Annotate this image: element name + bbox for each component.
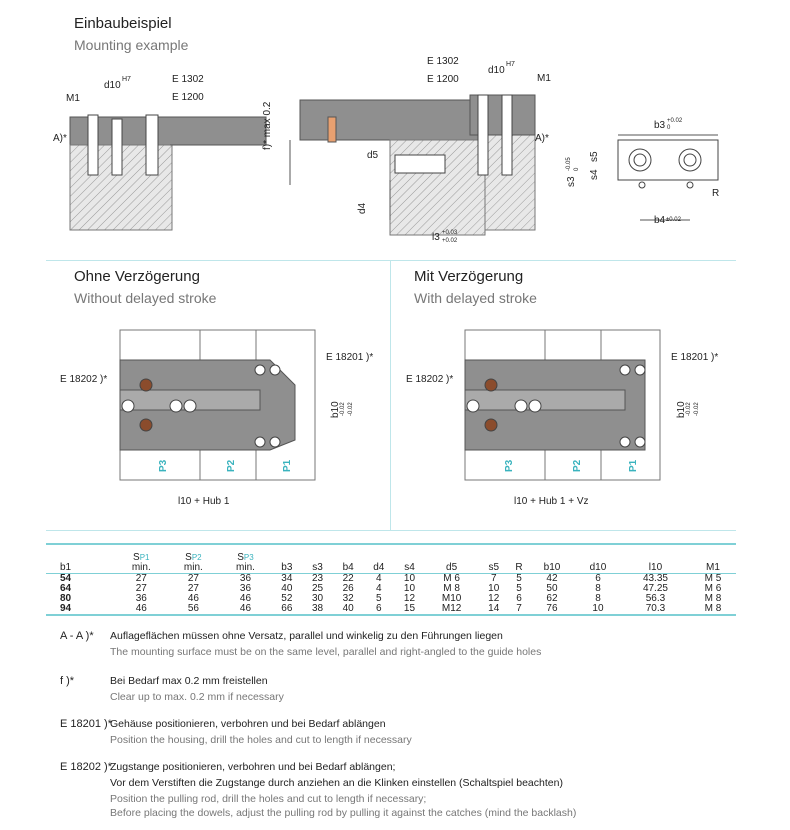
table-cell: 7 xyxy=(490,573,497,584)
with-label-e18201: E 18201 )* xyxy=(671,352,719,363)
note-en: Clear up to max. 0.2 mm if necessary xyxy=(110,691,284,703)
table-cell: 34 xyxy=(281,573,293,584)
table-cell: 43.35 xyxy=(642,573,668,584)
th-s5: s5 xyxy=(478,544,509,574)
table-cell: 25 xyxy=(311,583,324,594)
table-cell: 36 xyxy=(239,583,252,594)
table-cell: M 8 xyxy=(443,583,460,594)
table-cell: 10 xyxy=(403,573,416,584)
label-r: R xyxy=(712,188,720,199)
label-b3-tol-top: +0.02 xyxy=(667,118,683,124)
table-cell: 62 xyxy=(546,593,558,604)
th-b1: b1 xyxy=(46,544,115,574)
table-cell: 56 xyxy=(167,604,219,615)
table-cell: 38 xyxy=(302,604,333,615)
with-label-p2: P2 xyxy=(572,459,583,472)
th-d10: d10 xyxy=(575,544,621,574)
table-cell: M 8 xyxy=(690,604,736,615)
table-cell: 15 xyxy=(394,604,425,615)
table-cell: 46 xyxy=(219,604,271,615)
table-cell: 4 xyxy=(376,583,382,594)
table-cell: 40 xyxy=(281,583,293,594)
table-cell: 4 xyxy=(376,573,382,584)
table-cell: 26 xyxy=(342,583,354,594)
table-cell: M 6 xyxy=(443,573,460,584)
table-cell: 46 xyxy=(187,593,199,604)
table-cell: M 8 xyxy=(704,593,722,604)
note-en: Position the pulling rod, drill the holes and cut to length if necessary; xyxy=(110,793,427,805)
label-b4: b4 xyxy=(654,215,666,226)
table-cell: 10 xyxy=(403,583,416,594)
table-row xyxy=(46,604,736,615)
table-cell: 27 xyxy=(187,573,199,584)
label-a-left: A)* xyxy=(53,133,67,144)
table-cell: 94 xyxy=(46,604,115,615)
table-cell: 40 xyxy=(333,604,364,615)
table-cell: 36 xyxy=(135,593,147,604)
without-label-b10-tol-bot: -0.02 xyxy=(348,402,354,416)
note-en: Position the housing, drill the holes and cut to length if necessary xyxy=(110,734,412,746)
table-cell: 6 xyxy=(516,593,522,604)
with-label-b10: b10 xyxy=(676,401,687,418)
with-label-b10-tol-bot: -0.02 xyxy=(694,402,700,416)
label-l3-tol-bot: +0.02 xyxy=(442,238,458,244)
table-cell: 42 xyxy=(546,573,558,584)
label-e1200-right: E 1200 xyxy=(427,74,459,85)
table-cell: 30 xyxy=(311,593,324,604)
note-tag: A - A )* xyxy=(60,630,94,642)
label-e1200-left: E 1200 xyxy=(172,92,204,103)
spec-table xyxy=(46,543,736,616)
label-b4-tol: ±0.02 xyxy=(666,217,681,223)
without-label-p2: P2 xyxy=(226,459,237,472)
with-label-dim: l10 + Hub 1 + Vz xyxy=(514,496,589,507)
label-s3-tol-bot: 0 xyxy=(574,167,580,171)
label-m1-left: M1 xyxy=(66,93,80,104)
th-b4: b4 xyxy=(333,544,364,574)
th-sp3: SP3 min. xyxy=(219,544,271,574)
th-sp1: SP1 min. xyxy=(115,544,167,574)
table-row xyxy=(46,594,736,604)
table-cell: M 6 xyxy=(704,583,722,594)
th-s4: s4 xyxy=(394,544,425,574)
divider-vertical xyxy=(390,260,391,530)
label-s5: s5 xyxy=(589,151,600,162)
label-l3-tol-top: +0.03 xyxy=(442,230,458,236)
table-cell: 32 xyxy=(342,593,354,604)
note-en2: Before placing the dowels, adjust the pulling rod by pulling it against the catches (mind the backlash) xyxy=(110,807,577,819)
label-a-right: A)* xyxy=(535,133,549,144)
table-cell: M10 xyxy=(441,593,462,604)
label-fmax: f)* max 0.2 xyxy=(262,101,273,150)
table-cell: M 5 xyxy=(704,573,722,584)
label-b3: b3 xyxy=(654,120,666,131)
table-cell: 6 xyxy=(363,604,394,615)
table-cell: 70.3 xyxy=(621,604,690,615)
table-cell: 76 xyxy=(529,604,575,615)
note-de2: Vor dem Verstiften die Zugstange durch anziehen an die Klinken einstellen (Schaltspiel beachten) xyxy=(110,777,563,789)
label-e1302-right: E 1302 xyxy=(427,56,459,67)
without-label-e18202: E 18202 )* xyxy=(60,374,108,385)
th-d5: d5 xyxy=(425,544,479,574)
label-d10-left: d10 xyxy=(104,80,121,91)
without-label-b10: b10 xyxy=(330,401,341,418)
table-cell: 36 xyxy=(239,573,252,584)
label-d5: d5 xyxy=(367,150,379,161)
table-cell: 54 xyxy=(60,573,72,584)
without-label-e18201: E 18201 )* xyxy=(326,352,374,363)
divider-bottom xyxy=(46,530,736,531)
table-cell: M12 xyxy=(425,604,479,615)
table-cell: 7 xyxy=(509,604,529,615)
th-b3: b3 xyxy=(272,544,303,574)
table-cell: 50 xyxy=(546,583,558,594)
label-d4: d4 xyxy=(357,202,368,214)
table-cell: 12 xyxy=(403,593,416,604)
table-cell: 5 xyxy=(516,573,522,584)
with-title-en: With delayed stroke xyxy=(414,290,537,306)
note-tag: E 18202 )* xyxy=(60,761,112,773)
divider-top xyxy=(46,260,736,261)
without-label-dim: l10 + Hub 1 xyxy=(178,496,230,507)
label-h7-right: H7 xyxy=(506,61,515,68)
note-de: Gehäuse positionieren, verbohren und bei Bedarf ablängen xyxy=(110,718,386,730)
table-cell: 66 xyxy=(272,604,303,615)
table-cell: 56.3 xyxy=(645,593,666,604)
label-s4: s4 xyxy=(589,169,600,180)
table-row xyxy=(46,574,736,585)
table-cell: 10 xyxy=(575,604,621,615)
table-cell: 8 xyxy=(595,583,601,594)
table-cell: 64 xyxy=(60,583,72,594)
table-cell: 27 xyxy=(187,583,199,594)
th-s3: s3 xyxy=(302,544,333,574)
th-d4: d4 xyxy=(363,544,394,574)
th-sp2: SP2 min. xyxy=(167,544,219,574)
with-label-p1: P1 xyxy=(628,459,639,472)
label-b3-tol-bot: 0 xyxy=(667,125,671,131)
label-s3-tol-top: -0.05 xyxy=(566,157,572,171)
note-en: The mounting surface must be on the same level, parallel and right-angled to the guide holes xyxy=(110,646,542,658)
table-cell: 27 xyxy=(135,583,147,594)
without-label-b10-tol-top: -0.02 xyxy=(340,402,346,416)
table-cell: 14 xyxy=(478,604,509,615)
mounting-drawing xyxy=(50,55,750,255)
th-m1: M1 xyxy=(690,544,736,574)
table-cell: 46 xyxy=(115,604,167,615)
label-e1302-left: E 1302 xyxy=(172,74,204,85)
mount-title-de: Einbaubeispiel xyxy=(74,15,172,32)
th-r: R xyxy=(509,544,529,574)
without-label-p1: P1 xyxy=(282,459,293,472)
mount-title-en: Mounting example xyxy=(74,37,189,53)
with-label-p3: P3 xyxy=(504,459,515,472)
note-tag: f )* xyxy=(60,675,75,687)
spec-table-header xyxy=(46,544,736,574)
note-de: Zugstange positionieren, verbohren und bei Bedarf ablängen; xyxy=(110,761,396,773)
table-cell: 10 xyxy=(488,583,500,594)
without-drawing xyxy=(100,325,330,485)
label-h7-left: H7 xyxy=(122,76,131,83)
without-title-en: Without delayed stroke xyxy=(74,290,217,306)
note-de: Auflageflächen müssen ohne Versatz, parallel und winkelig zu den Führungen liegen xyxy=(110,630,503,642)
label-m1-right: M1 xyxy=(537,73,551,84)
table-cell: 52 xyxy=(281,593,293,604)
label-l3: l3 xyxy=(432,232,440,243)
without-title-de: Ohne Verzögerung xyxy=(74,268,200,285)
table-cell: 23 xyxy=(311,573,324,584)
with-label-b10-tol-top: -0.02 xyxy=(686,402,692,416)
label-d10-right: d10 xyxy=(488,65,505,76)
label-s3: s3 xyxy=(566,176,577,187)
note-tag: E 18201 )* xyxy=(60,718,112,730)
table-cell: 27 xyxy=(135,573,147,584)
table-cell: 6 xyxy=(595,573,601,584)
table-cell: 5 xyxy=(516,583,522,594)
table-cell: 22 xyxy=(342,573,354,584)
note-de: Bei Bedarf max 0.2 mm freistellen xyxy=(110,675,268,687)
table-cell: 12 xyxy=(488,593,500,604)
table-cell: 80 xyxy=(60,593,72,604)
without-label-p3: P3 xyxy=(158,459,169,472)
table-cell: 46 xyxy=(239,593,252,604)
with-title-de: Mit Verzögerung xyxy=(414,268,524,285)
table-cell: 47.25 xyxy=(642,583,668,594)
table-row xyxy=(46,584,736,594)
table-cell: 8 xyxy=(595,593,601,604)
with-drawing xyxy=(445,325,675,485)
th-b10: b10 xyxy=(529,544,575,574)
th-l10: l10 xyxy=(621,544,690,574)
with-label-e18202: E 18202 )* xyxy=(406,374,454,385)
table-cell: 5 xyxy=(376,593,382,604)
